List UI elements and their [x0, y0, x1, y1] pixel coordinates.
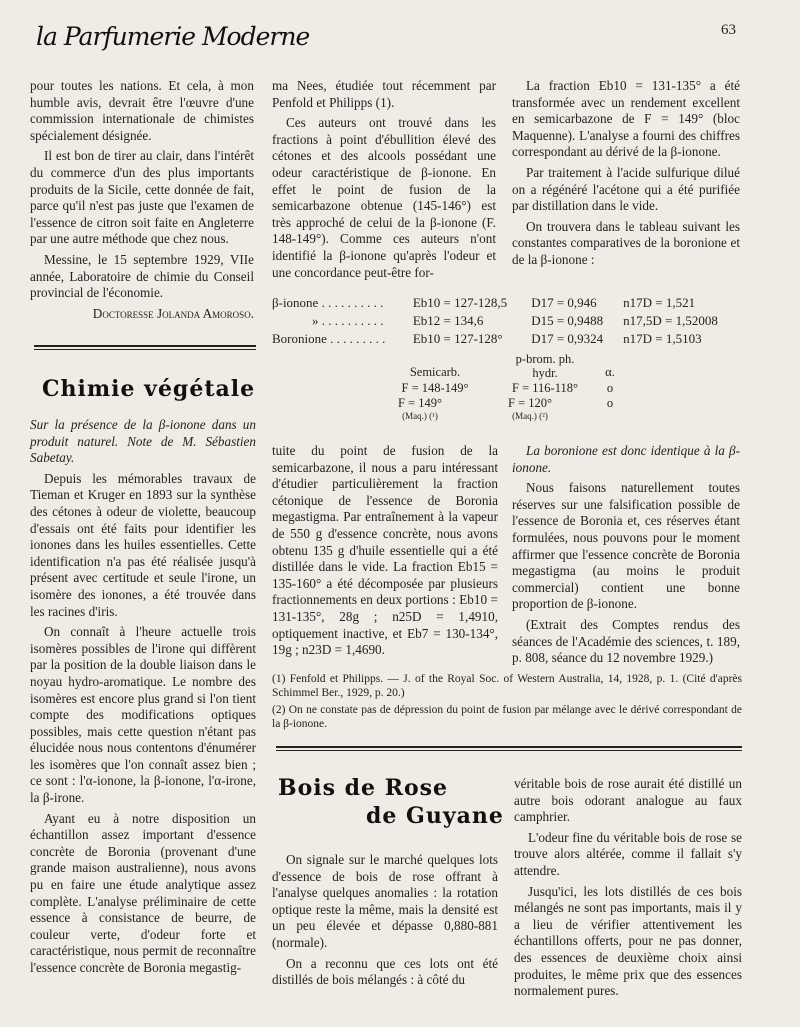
signature: Doctoresse Jolanda Amoroso.: [92, 305, 254, 321]
table-row: [272, 294, 742, 312]
table-row: [272, 312, 742, 330]
col3-paragraph: On trouvera dans le tableau suivant les constantes comparatives de la boronione et de la β-ionone :: [512, 218, 740, 267]
mid-right-paragraph: Nous faisons naturellement toutes réserves sur une falsification possible de l'essence de Boronia et, ces réserves étant formulées, nous pouvons pour le moment affirmer que l'essence concrète de Boronia megastigma (au moins le produit commercial) contient une bonne proportion de β-ionone.: [512, 480, 740, 612]
bois-column-2: [514, 776, 742, 1004]
constants-table: [272, 294, 742, 348]
table-row: [272, 330, 742, 348]
section-divider: [34, 345, 256, 350]
table-cell: D17 = 0,9324: [531, 331, 604, 346]
footnote: (1) Fenfold et Philipps. — J. of the Royal Soc. of Western Australia, 14, 1928, p. 1. (Cité d'après Schimmel Ber., 1929, p. 20.): [272, 673, 742, 699]
bois-title-line2: de Guyane: [366, 803, 504, 829]
table-cell: Eb10 = 127-128,5: [412, 295, 508, 310]
section-divider: [276, 746, 742, 751]
col3-top: [512, 78, 740, 273]
mid-right-paragraph: (Extrait des Comptes rendus des séances de l'Académie des sciences, t. 189, p. 808, séance du 12 novembre 1929.): [512, 616, 740, 666]
page-number: 63: [721, 22, 736, 38]
alpha-value: o: [606, 381, 614, 395]
bois-paragraph: Jusqu'ici, les lots distillés de ces bois mélangés ne sont pas importants, mais il y a lieu de vérifier attentivement les échantillons offerts, pour ne pas donner, des essences de deuxième choix ainsi produites, le même prix que des essences normalement pures.: [514, 883, 742, 999]
col3-paragraph: Par traitement à l'acide sulfurique dilué on a régénéré l'acétone qui a été purifiée par distillation dans le vide.: [512, 164, 740, 214]
semi-value: F = 149°: [397, 396, 442, 410]
alpha-header: α.: [605, 365, 615, 379]
table-cell: Boronione . . . . . . . . .: [272, 331, 386, 346]
col1-paragraph: pour toutes les nations. Et cela, à mon humble avis, devrait être l'œuvre d'une commission internationale de chimistes spécialement désignée.: [30, 78, 254, 143]
footnotes: [272, 672, 742, 734]
table-cell: Eb10 = 127-128°: [412, 331, 503, 346]
bois-title-line1: Bois de Rose: [278, 775, 449, 801]
col1-top: [30, 78, 254, 326]
chimie-paragraph: Depuis les mémorables travaux de Tieman et Kruger en 1893 sur la synthèse des cétones à odeur de violette, beaucoup d'essais ont été faits pour identifier les ionones dans les huiles essentielles. Cette identification n'a pas été réalisée jusqu'à présent avec certitude et seule l'irone, un isomère des ionones, a été trouvée dans les racines d'iris.: [30, 470, 256, 619]
table-cell: » . . . . . . . . . .: [312, 313, 384, 328]
bois-paragraph: On a reconnu que ces lots ont été distillés de bois mélangés : à côté du: [272, 955, 498, 988]
pbrom-value: F = 120°: [507, 396, 552, 410]
bois-column-1: [272, 852, 498, 993]
col1-paragraph: Il est bon de tirer au clair, dans l'intérêt du commerce d'un des plus importants produits de la Sicile, cette donnée de fait, parce qu'il n'est pas juste que l'examen de l'essence de citron soit faite en Angleterre par une autre méthode que chez nous.: [30, 148, 254, 247]
alpha-value: o: [606, 396, 614, 410]
chimie-intro: Sur la présence de la β-ionone dans un produit naturel. Note de M. Sébastien Sabetay.: [30, 417, 256, 466]
bois-paragraph: L'odeur fine du véritable bois de rose se trouve alors altérée, comme il fallait s'y attendre.: [514, 829, 742, 878]
mid-left-column: [272, 443, 498, 663]
col2-paragraph: Ces auteurs ont trouvé dans les fractions à point d'ébullition élevé des cétones et des alcools possédant une odeur caractéristique de β-ionone. En effet le point de fusion de la semicarbazone obtenue (145-146°) est très approché de celui de la β-ionone (F. 148-149°). Comme ces auteurs n'ont identifié la β-ionone qu'après l'odeur et une concordance peut-être for-: [272, 115, 496, 280]
pbrom-header: p-brom. ph. hydr.: [515, 352, 575, 380]
chimie-title: Chimie végétale: [42, 376, 256, 402]
bois-paragraph: véritable bois de rose aurait été distillé un autre bois odorant analogue au faux camphrier.: [514, 776, 742, 825]
table-cell: n17D = 1,521: [623, 295, 696, 310]
bois-paragraph: On signale sur le marché quelques lots d'essence de bois de rose offrant à l'analyse quelques anomalies : la rotation optique reste la même, mais la densité est un peu élevée et dépasse 0,880-881 (normale).: [272, 852, 498, 950]
semi-header: Semicarb.: [409, 365, 461, 379]
table-cell: n17,5D = 1,52008: [623, 313, 718, 328]
table-cell: β-ionone . . . . . . . . . .: [272, 295, 384, 310]
chimie-paragraph: On connaît à l'heure actuelle trois isomères possibles de l'irone qui diffèrent par la position de la double liaison dans le noyau hydro-aromatique. Le nombre des isomères est encore plus grand si l'on tient compte des modifications optiques possibles, mais cette question n'étant pas élucidée nous nous contentons d'énumérer les isomères que l'on connaît assez bien ; ce sont : l'α-ionone, la β-ionone, l'α-irone, la β-irone.: [30, 624, 256, 806]
pbrom-value: F = 116-118°: [512, 381, 578, 395]
mid-right-paragraph: La boronione est donc identique à la β-ionone.: [512, 443, 740, 475]
table-cell: D15 = 0,9488: [531, 313, 604, 328]
masthead: la Parfumerie Moderne: [36, 22, 310, 51]
chimie-column: [30, 417, 256, 981]
chimie-paragraph: Ayant eu à notre disposition un échantillon assez important d'essence concrète de Boronia (provenant d'une grande maison australienne), nous avons pu en faire une étude analytique assez complète. L'analyse préliminaire de cette essence à consistance de beurre, de couleur verte, d'odeur forte et caractéristique, nous permit de reconnaître l'essence concrète de Boronia megastig-: [30, 810, 256, 975]
col2-paragraph: ma Nees, étudiée tout récemment par Penfold et Philipps (1).: [272, 78, 496, 110]
table-cell: n17D = 1,5103: [623, 331, 702, 346]
pbrom-note: (Maq.) (²): [512, 411, 548, 421]
col3-paragraph: La fraction Eb10 = 131-135° a été transformée avec un rendement excellent en semicarbazone de F = 149° (bloc Maquenne). L'analyse a fourni des chiffres correspondant au dérivé de la β-ionone.: [512, 78, 740, 160]
col2-top: [272, 78, 496, 285]
mid-right-column: [512, 443, 740, 671]
footnote: (2) On ne constate pas de dépression du point de fusion par mélange avec le dérivé correspondant de la β-ionone.: [272, 704, 742, 730]
mid-left-paragraph: tuite du point de fusion de la semicarbazone, il nous a paru intéressant d'étudier particulièrement la fraction cétonique de l'essence de Boronia megastigma. Par entraînement à la vapeur de 550 g d'essence concrète, nous avons obtenu 135 g d'huile essentielle qui a été distillée dans le vide. La fraction Eb15 = 135-160° a été décomposée par plusieurs fractionnements en deux portions : Eb10 = 131-135°, 28g ; n25D = 1,4910, optiquement inactive, et Eb7 = 130-134°, 19g ; n23D = 1,4690.: [272, 443, 498, 658]
semi-note: (Maq.) (¹): [402, 411, 438, 421]
semi-value: F = 148-149°: [401, 381, 469, 395]
table-cell: Eb12 = 134,6: [412, 313, 484, 328]
col1-paragraph: Messine, le 15 septembre 1929, VIIe année, Laboratoire de chimie du Conseil provincial de l'économie.: [30, 251, 254, 301]
table-cell: D17 = 0,946: [531, 295, 597, 310]
